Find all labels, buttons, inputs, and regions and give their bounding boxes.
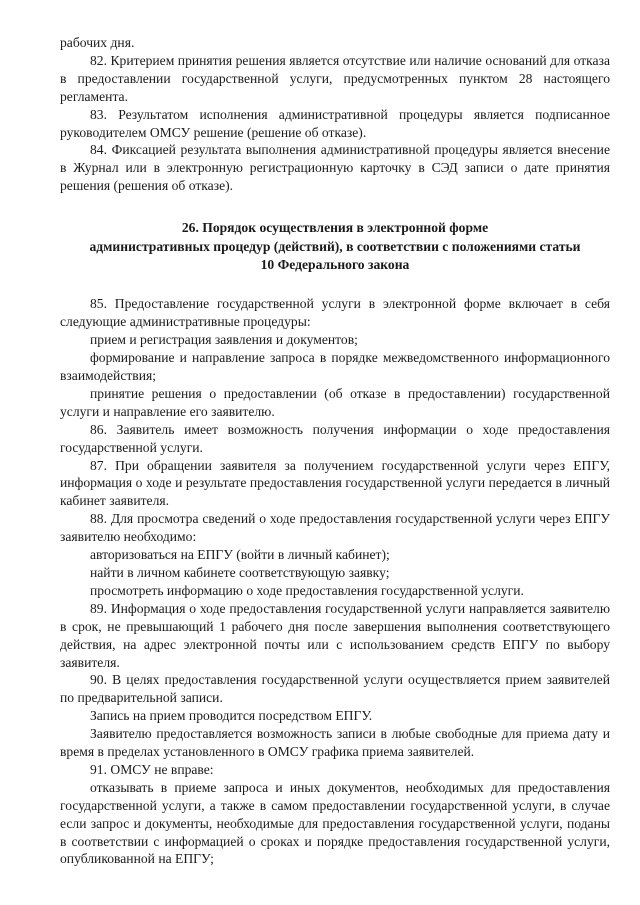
paragraph-88-item-2: найти в личном кабинете соответствующую заявку; — [90, 564, 390, 580]
section-heading-line-1: 26. Порядок осуществления в электронной форме — [181, 220, 489, 236]
section-heading-line-3: 10 Федерального закона — [260, 256, 410, 272]
paragraph-91: 91. ОМСУ не вправе: — [90, 761, 214, 777]
section-heading — [60, 219, 610, 274]
paragraph-90: 90. В целях предоставления государственной услуги осуществляется прием заявителей по предварительной записи. — [60, 672, 610, 706]
paragraph-88-item-1: авторизоваться на ЕПГУ (войти в личный кабинет); — [90, 547, 390, 563]
paragraph-83: 83. Результатом исполнения административной процедуры является подписанное руководителем ОМСУ решение (решение об отказе). — [60, 106, 610, 140]
paragraph-89: 89. Информация о ходе предоставления государственной услуги направляется заявителю в срок, не превышающий 1 рабочего дня после завершения выполнения соответствующего действия, на адрес электронной почты или с использованием средств ЕПГУ по выбору заявителя. — [60, 600, 610, 670]
document-page — [60, 34, 610, 868]
paragraph-88: 88. Для просмотра сведений о ходе предоставления государственной услуги через ЕПГУ заявителю необходимо: — [60, 511, 610, 545]
paragraph-91-item-1: отказывать в приеме запроса и иных документов, необходимых для предоставления государственной услуги, а также в самом предоставлении государственной услуги, в случае если запрос и документы, необходимые для предоставления государственной услуги, поданы в соответствии с информацией о сроках и порядке предоставления государственной услуги, опубликованной на ЕПГУ; — [60, 779, 610, 867]
paragraphs-top — [60, 34, 610, 195]
paragraph-85-item-3: принятие решения о предоставлении (об отказе в предоставлении) государственной услуги и направление его заявителю. — [60, 385, 610, 419]
paragraph-82: 82. Критерием принятия решения является отсутствие или наличие оснований для отказа в предоставлении государственной услуги, предусмотренных пунктом 28 настоящего регламента. — [60, 52, 610, 104]
paragraph-90-item-2: Заявителю предоставляется возможность записи в любые свободные для приема дату и время в пределах установленного в ОМСУ графика приема заявителей. — [60, 726, 610, 760]
section-heading-line-2: административных процедур (действий), в соответствии с положениями статьи — [89, 238, 581, 254]
paragraph-84: 84. Фиксацией результата выполнения административной процедуры является внесение в Журнал или в электронную регистрационную карточку в СЭД записи о дате принятия решения (решения об отказе). — [60, 142, 610, 194]
paragraph-90-item-1: Запись на прием проводится посредством ЕПГУ. — [90, 708, 373, 724]
paragraph-88-item-3: просмотреть информацию о ходе предоставления государственной услуги. — [90, 582, 524, 598]
paragraph-continuation: рабочих дня. — [60, 35, 135, 50]
paragraph-85-item-1: прием и регистрация заявления и документов; — [90, 332, 358, 348]
paragraph-85: 85. Предоставление государственной услуги в электронной форме включает в себя следующие административные процедуры: — [60, 296, 610, 330]
paragraph-87: 87. При обращении заявителя за получением государственной услуги через ЕПГУ, информация о ходе и результате предоставления государственной услуги передается в личный кабинет заявителя. — [60, 457, 610, 509]
paragraphs-bottom — [60, 295, 610, 868]
paragraph-86: 86. Заявитель имеет возможность получения информации о ходе предоставления государственной услуги. — [60, 421, 610, 455]
paragraph-85-item-2: формирование и направление запроса в порядке межведомственного информационного взаимодействия; — [60, 350, 610, 383]
